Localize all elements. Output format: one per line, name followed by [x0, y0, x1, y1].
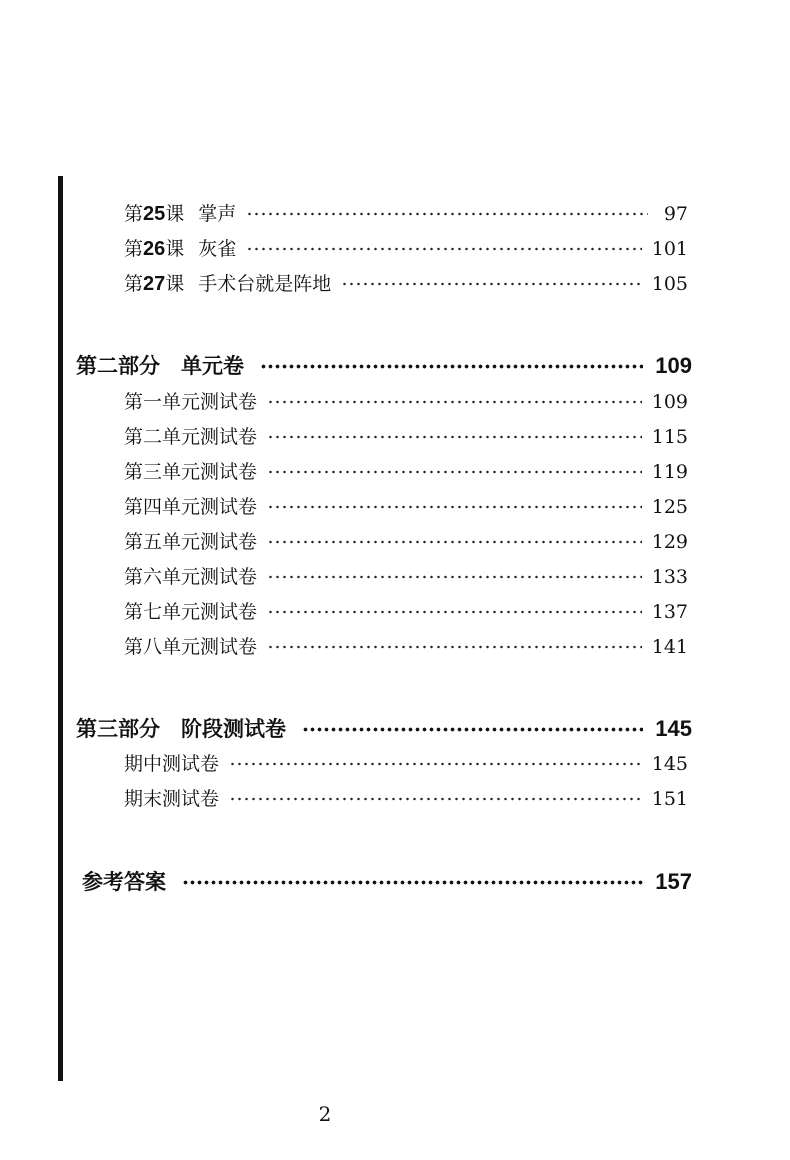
section-title: 第三部分 阶段测试卷 — [76, 717, 286, 741]
entry-page: 105 — [651, 273, 688, 295]
toc-section-answers[interactable] — [82, 865, 692, 899]
toc-entry-lesson-27[interactable] — [124, 267, 688, 301]
dot-leader — [229, 761, 642, 767]
dot-leader — [267, 434, 642, 440]
dot-leader — [246, 246, 641, 252]
entry-title: 灰雀 — [198, 238, 237, 260]
lesson-number: 第25课 — [124, 203, 185, 225]
section-title: 第二部分 单元卷 — [76, 354, 244, 378]
entry-title: 第五单元测试卷 — [124, 531, 258, 553]
dot-leader — [246, 211, 648, 217]
lesson-number: 第27课 — [124, 273, 185, 295]
entry-title: 第三单元测试卷 — [124, 461, 258, 483]
entry-page: 101 — [651, 238, 688, 260]
toc-entry-final[interactable] — [124, 782, 688, 816]
entry-title: 手术台就是阵地 — [198, 273, 332, 295]
dot-leader — [267, 609, 642, 615]
entry-page: 151 — [651, 788, 688, 810]
entry-title: 第六单元测试卷 — [124, 566, 258, 588]
toc-entry-unit-7[interactable] — [124, 595, 688, 629]
entry-page: 119 — [651, 461, 688, 483]
entry-title: 第四单元测试卷 — [124, 496, 258, 518]
dot-leader — [260, 363, 643, 370]
toc-entry-lesson-25[interactable] — [124, 197, 688, 231]
toc-entry-unit-4[interactable] — [124, 490, 688, 524]
entry-page: 125 — [651, 496, 688, 518]
toc-entry-unit-8[interactable] — [124, 630, 688, 664]
section-page: 157 — [655, 869, 692, 894]
entry-page: 133 — [651, 566, 688, 588]
dot-leader — [267, 644, 642, 650]
entry-title: 第八单元测试卷 — [124, 636, 258, 658]
toc-entry-unit-5[interactable] — [124, 525, 688, 559]
toc-entry-unit-1[interactable] — [124, 385, 688, 419]
dot-leader — [341, 281, 641, 287]
toc-entry-unit-6[interactable] — [124, 560, 688, 594]
dot-leader — [182, 879, 643, 886]
entry-page: 109 — [651, 391, 688, 413]
entry-page: 115 — [651, 426, 688, 448]
entry-title: 第一单元测试卷 — [124, 391, 258, 413]
entry-page: 141 — [651, 636, 688, 658]
dot-leader — [229, 796, 642, 802]
entry-page: 129 — [651, 531, 688, 553]
toc-section-part3[interactable] — [76, 712, 692, 746]
entry-title: 掌声 — [198, 203, 237, 225]
lesson-number: 第26课 — [124, 238, 185, 260]
entry-title: 第七单元测试卷 — [124, 601, 258, 623]
section-page: 145 — [655, 716, 692, 741]
toc-entry-unit-2[interactable] — [124, 420, 688, 454]
entry-page: 137 — [651, 601, 688, 623]
entry-page: 97 — [663, 203, 688, 225]
dot-leader — [302, 726, 643, 733]
dot-leader — [267, 539, 642, 545]
dot-leader — [267, 469, 642, 475]
toc-section-part2[interactable] — [76, 349, 692, 383]
section-page: 109 — [655, 353, 692, 378]
dot-leader — [267, 504, 642, 510]
page-number: 2 — [318, 1102, 332, 1126]
toc-entry-midterm[interactable] — [124, 747, 688, 781]
entry-page: 145 — [651, 753, 688, 775]
entry-title: 第二单元测试卷 — [124, 426, 258, 448]
dot-leader — [267, 399, 642, 405]
dot-leader — [267, 574, 642, 580]
section-title: 参考答案 — [82, 870, 166, 894]
entry-title: 期中测试卷 — [124, 753, 220, 775]
toc-entry-unit-3[interactable] — [124, 455, 688, 489]
entry-title: 期末测试卷 — [124, 788, 220, 810]
margin-rule — [58, 176, 63, 1081]
toc-entry-lesson-26[interactable] — [124, 232, 688, 266]
